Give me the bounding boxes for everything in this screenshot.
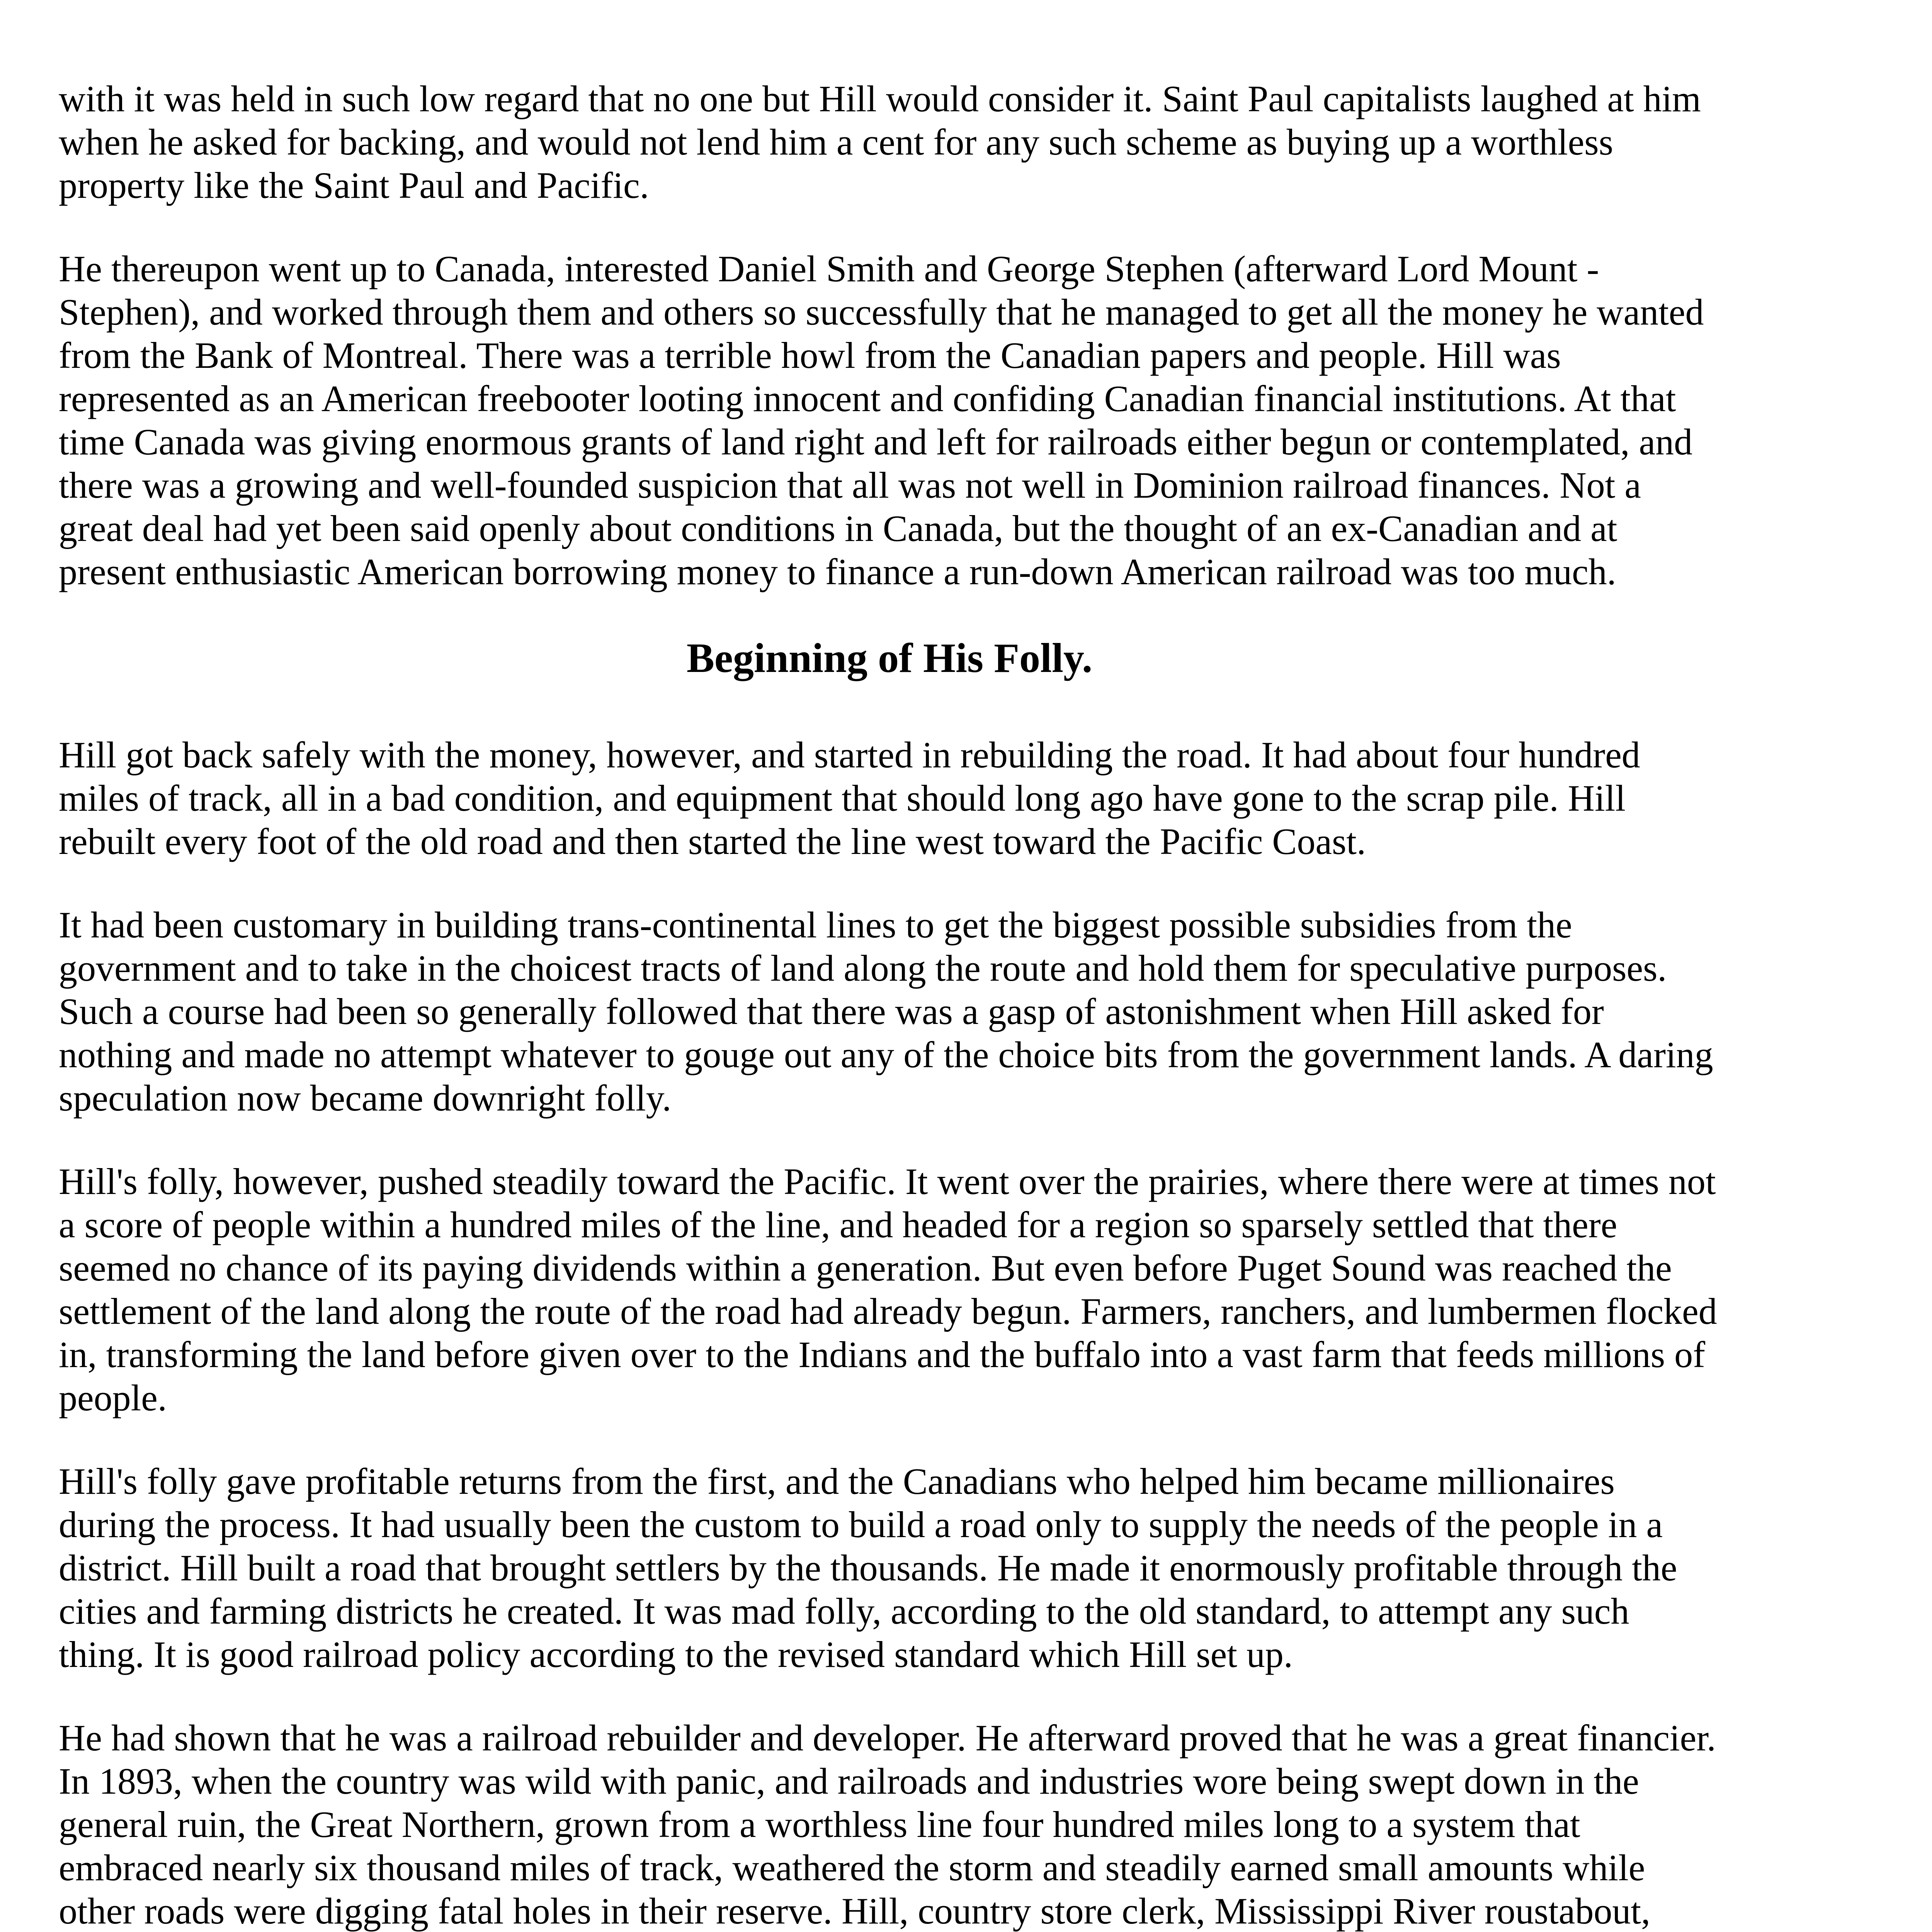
article-body — [59, 77, 1720, 1932]
paragraph: It had been customary in building trans-continental lines to get the biggest possible subsidies from the government and to take in the choicest tracts of land along the route and hold them for speculative purposes. Such a course had been so generally followed that there was a gasp of astonishment when Hill asked for nothing and made no attempt whatever to gouge out any of the choice bits from the government lands. A daring speculation now became downright folly. — [59, 904, 1713, 1119]
paragraph: He thereupon went up to Canada, interested Daniel Smith and George Stephen (afterward Lord Mount - Stephen), and worked through them and others so successfully that he managed to get all the money he wanted from the Bank of Montreal. There was a terrible howl from the Canadian papers and people. Hill was represented as an American freebooter looting innocent and confiding Canadian financial institutions. At that time Canada was giving enormous grants of land right and left for railroads either begun or contemplated, and there was a growing and well-founded suspicion that all was not well in Dominion railroad finances. Not a great deal had yet been said openly about conditions in Canada, but the thought of an ex-Canadian and at present enthusiastic American borrowing money to finance a run-down American railroad was too much. — [59, 248, 1704, 592]
paragraph: He had shown that he was a railroad rebuilder and developer. He afterward proved that he was a great financier. In 1893, when the country was wild with panic, and railroads and industries wore being swept down in the general ruin, the Great Northern, grown from a worthless line four hundred miles long to a system that embraced nearly six thousand miles of track, weathered the storm and steadily earned small amounts while other roads were digging fatal holes in their reserve. Hill, country store clerk, Mississippi River roustabout, — [59, 1717, 1716, 1932]
paragraph: with it was held in such low regard that no one but Hill would consider it. Saint Paul capitalists laughed at him when he asked for backing, and would not lend him a cent for any such scheme as buying up a worthless property like the Saint Paul and Pacific. — [59, 78, 1701, 206]
paragraph: Hill's folly, however, pushed steadily toward the Pacific. It went over the prairies, where there were at times not a score of people within a hundred miles of the line, and headed for a region so sparsely settled that there seemed no chance of its paying dividends within a generation. But even before Puget Sound was reached the settlement of the land along the route of the road had already begun. Farmers, ranchers, and lumbermen flocked in, transforming the land before given over to the Indians and the buffalo into a vast farm that feeds millions of people. — [59, 1161, 1717, 1418]
section-heading: Beginning of His Folly. — [686, 635, 1093, 681]
paragraph: Hill got back safely with the money, however, and started in rebuilding the road. It had about four hundred miles of track, all in a bad condition, and equipment that should long ago have gone to the scrap pile. Hill rebuilt every foot of the old road and then started the line west toward the Pacific Coast. — [59, 734, 1640, 862]
paragraph: Hill's folly gave profitable returns from the first, and the Canadians who helped him became millionaires during the process. It had usually been the custom to build a road only to supply the needs of the people in a district. Hill built a road that brought settlers by the thousands. He made it enormously profitable through the cities and farming districts he created. It was mad folly, according to the old standard, to attempt any such thing. It is good railroad policy according to the revised standard which Hill set up. — [59, 1461, 1677, 1675]
